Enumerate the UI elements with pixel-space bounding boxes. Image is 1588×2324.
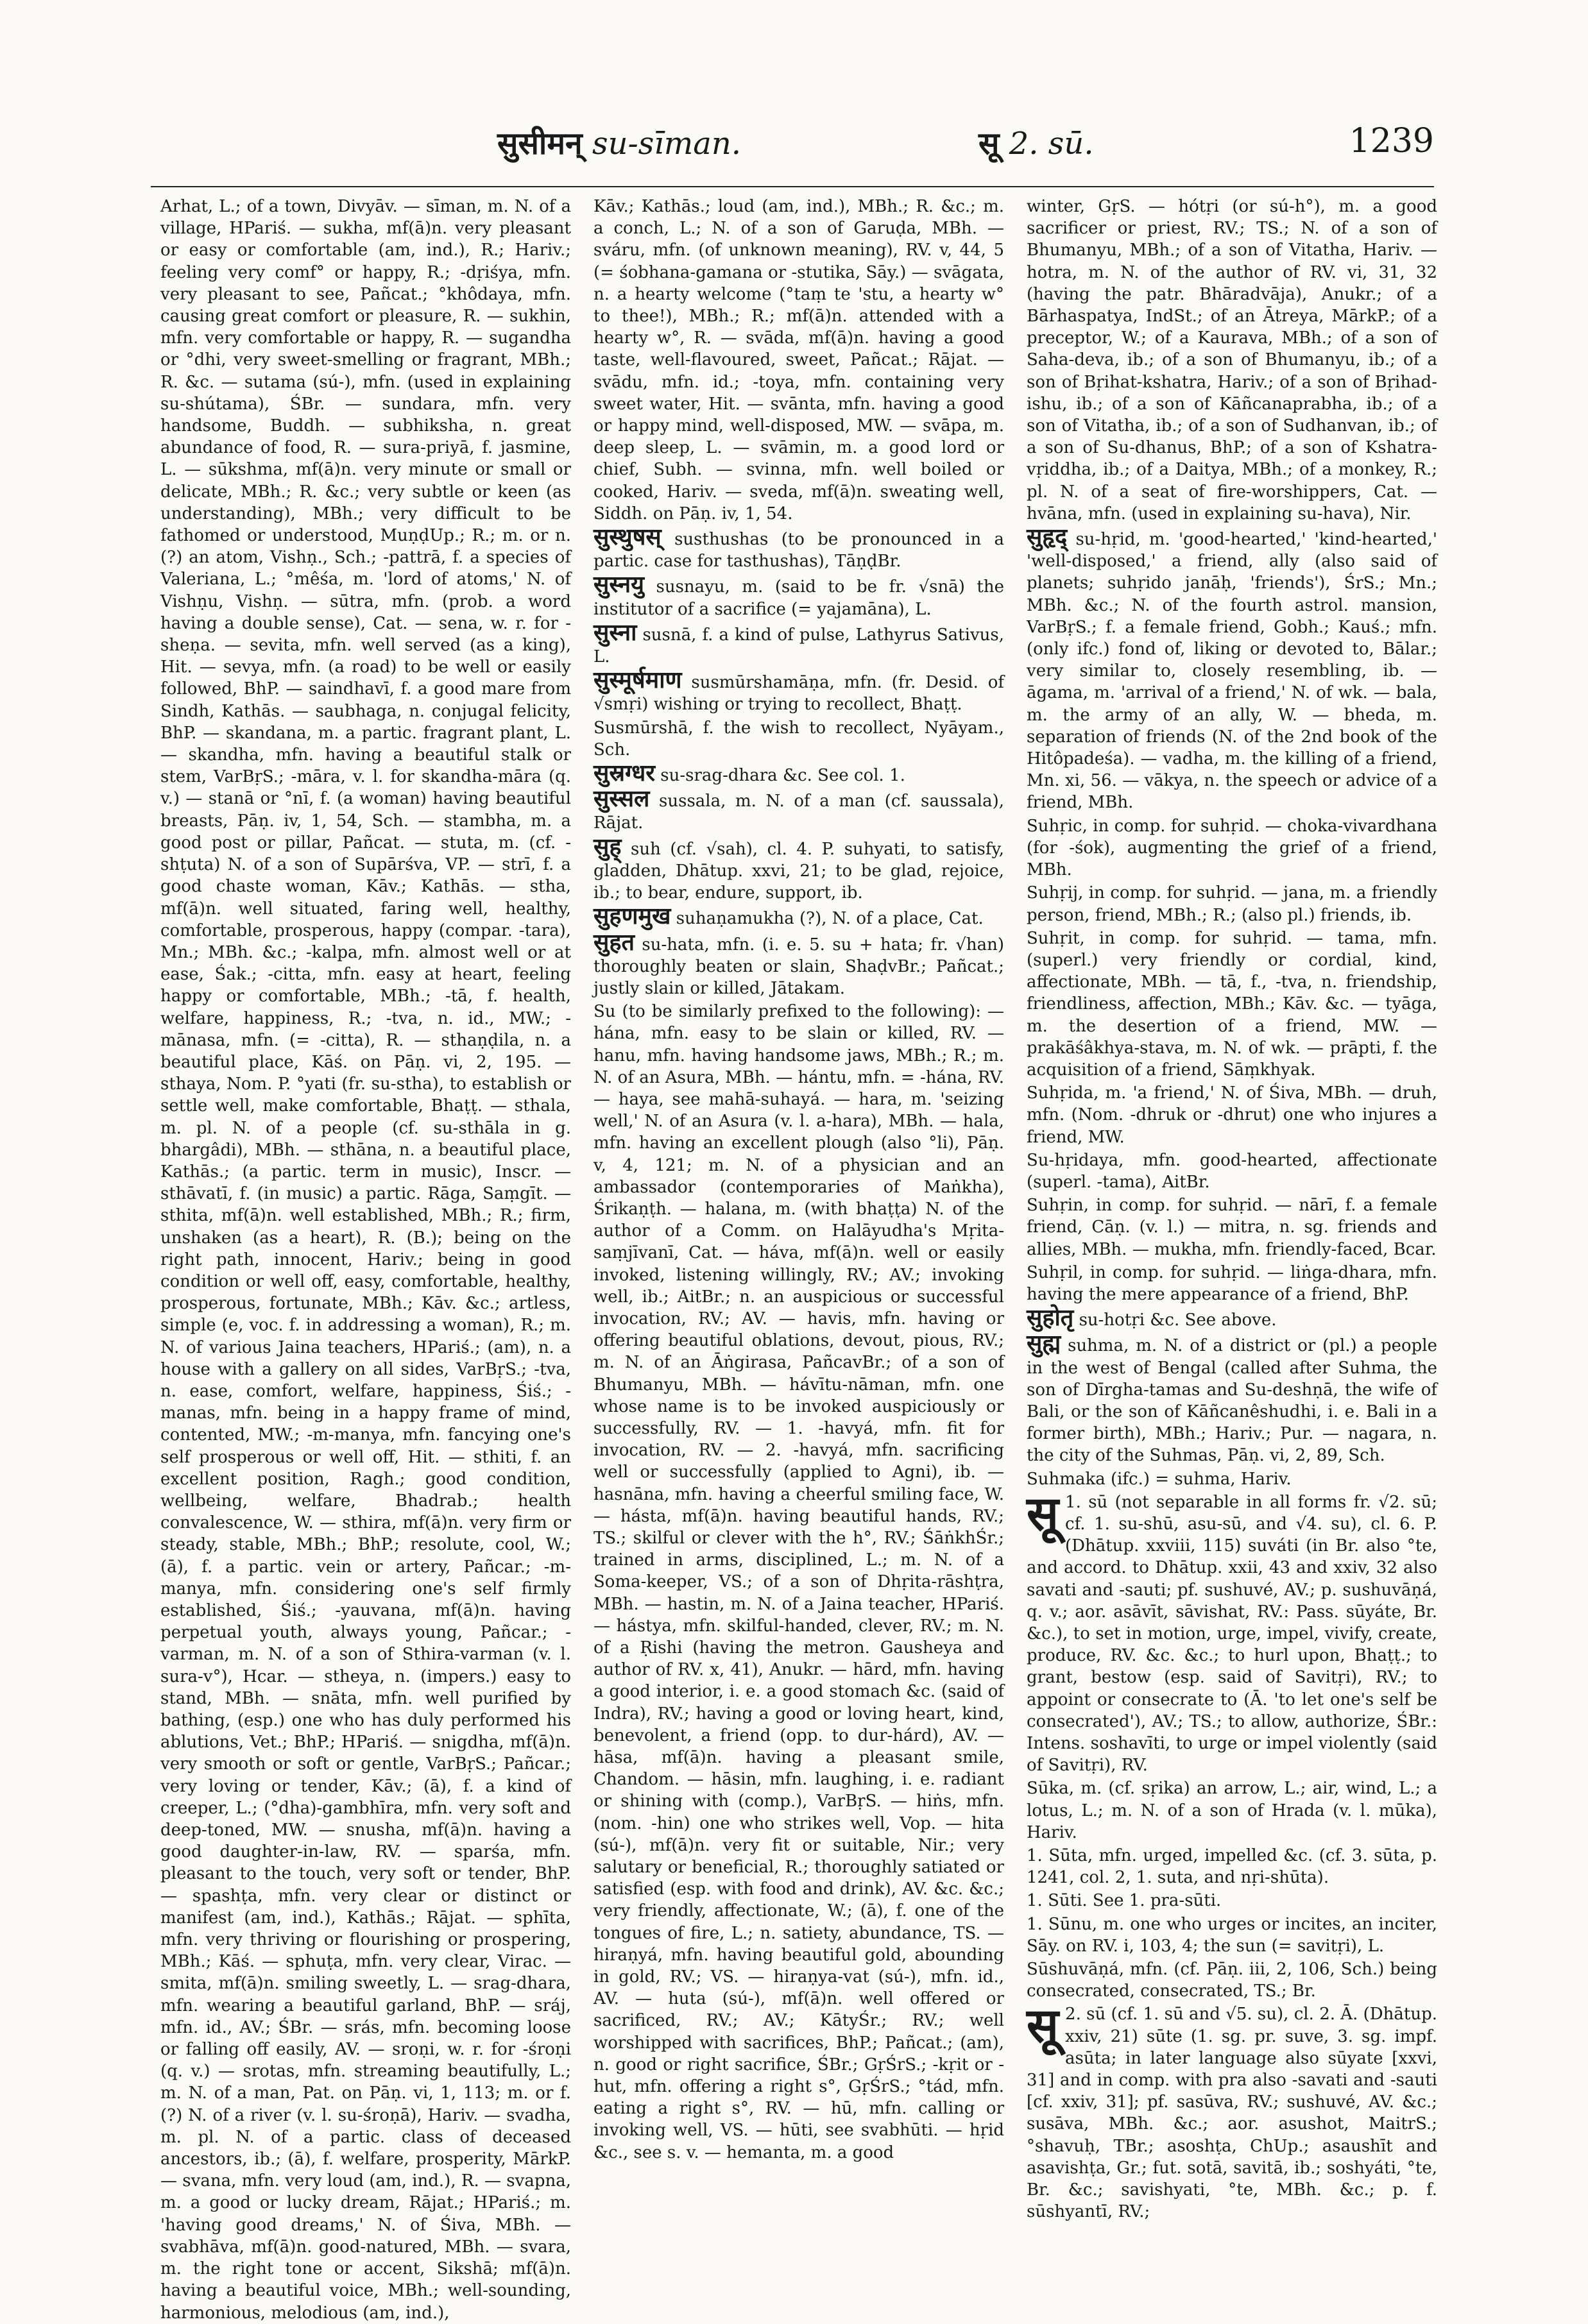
dictionary-entry [593,666,1004,715]
page-number: 1239 [1349,122,1434,160]
dictionary-entry [1027,1304,1437,1332]
entry-text: susnā, f. a kind of pulse, Lathyrus Sativus, L. [593,625,1004,667]
dictionary-entry [593,573,1004,620]
entry-text: suhma, m. N. of a district or (pl.) a people in the west of Bengal (called after Suhma, the son of Dīrgha-tamas and Su-deshṇā, the wife of Bali, or the son of Kāñcanêshudhi, i. e. Bali in a former birth), MBh.; Hariv.; Pur. — nagara, n. the city of the Suhmas, Pāṇ. vi, 2, 89, Sch. [1027,1336,1437,1466]
right-headword-devanagari: सू [978,126,1000,162]
entry-text: Arhat, L.; of a town, Divyāv. — sīman, m. N. of a village, HPariś. — sukha, mf(ā)n. very pleasant or easy or comfortable (am, ind.), R.; Hariv.; feeling very comf° or happy, R.; -dṛiśya, mfn. very pleasant to see, Pañcat.; °khôdaya, mfn. causing great comfort or pleasure, R. — sukhin, mfn. very comfortable or happy, R. — sugandha or °dhi, very sweet-smelling or fragrant, MBh.; R. &c. — sutama (sú-), mfn. (used in explaining su-shútama), ŚBr. — sundara, mfn. very handsome, Buddh. — subhiksha, n. great abundance of food, R. — sura-priyā, f. jasmine, L. — sūkshma, mf(ā)n. very minute or small or delicate, MBh.; R. &c.; very subtle or keen (as understanding), MBh.; very difficult to be fathomed or understood, MuṇḍUp.; R.; m. or n.(?) an atom, Vishṇ., Sch.; -pattrā, f. a species of Valeriana, L.; °mêśa, m. 'lord of atoms,' N. of Vishṇu, Vishṇ. — sūtra, mfn. (prob. a word having a double sense), Cat. — sena, w. r. for -sheṇa. — sevita, mfn. well served (as a king), Hit. — sevya, mfn. (a road) to be well or easily followed, BhP. — saindhavī, f. a good mare from Sindh, Kathās. — saubhaga, n. conjugal felicity, BhP. — skandana, m. a partic. fragrant plant, L. — skandha, mfn. having a beautiful stalk or stem, VarBṛS.; -māra, v. l. for skandha-māra (q. v.) — stanā or °nī, f. (a woman) having beautiful breasts, Pāṇ. iv, 1, 54, Sch. — stambha, m. a good post or pillar, Pañcat. — stuta, m. (cf. -shṭuta) N. of a son of Supārśva, VP. — strī, f. a good chaste woman, Kāv.; Kathās. — stha, mf(ā)n. well situated, faring well, healthy, comfortable, prosperous, happy (compar. -tara), Mn.; MBh. &c.; -kalpa, mfn. almost well or at ease, Śak.; -citta, mfn. easy at heart, feeling happy or comfortable, MBh.; -tā, f. health, welfare, happiness, R.; -tva, n. id., MW.; -mānasa, mfn. (= -citta), R. — sthaṇḍila, n. a beautiful place, Kāś. on Pāṇ. vi, 2, 195. — sthaya, Nom. P. °yati (fr. su-stha), to establish or settle well, make comfortable, Bhaṭṭ. — sthala, m. pl. N. of a people (cf. su-sthāla in g. bhargâdi), MBh. — sthāna, n. a beautiful place, Kathās.; (a partic. term in music), Inscr. — sthāvatī, f. (in music) a partic. Rāga, Saṃgīt. — sthita, mf(ā)n. well established, MBh.; R.; firm, unshaken (as a heart), R. (B.); being on the right path, innocent, Hariv.; being in good condition or well off, easy, comfortable, healthy, prosperous, fortunate, MBh.; Kāv. &c.; artless, simple (e, voc. f. in addressing a woman), R.; m. N. of various Jaina teachers, HPariś.; (am), n. a house with a gallery on all sides, VarBṛS.; -tva, n. ease, comfort, welfare, happiness, Śiś.; -manas, mfn. being in a happy frame of mind, contented, MW.; -m-manya, mfn. fancying one's self prosperous or well off, Hit. — sthiti, f. an excellent position, Ragh.; good condition, wellbeing, welfare, Bhadrab.; health convalescence, W. — sthira, mf(ā)n. very firm or steady, stable, MBh.; BhP.; resolute, cool, W.; (ā), f. a partic. vein or artery, Pañcar.; -m-manya, mfn. considering one's self firmly established, Śiś.; -yauvana, mf(ā)n. having perpetual youth, always young, Pañcar.; -varman, m. N. of a son of Sthira-varman (v. l. sura-v°), Hcar. — stheya, n. (impers.) easy to stand, MBh. — snāta, mfn. well purified by bathing, (esp.) one who has duly performed his ablutions, Vet.; BhP.; HPariś. — snigdha, mf(ā)n. very smooth or soft or gentle, VarBṛS.; Pañcar.; very loving or tender, Kāv.; (ā), f. a kind of creeper, L.; (°dha)-gambhīra, mfn. very soft and deep-toned, MW. — snusha, mf(ā)n. having a good daughter-in-law, RV. — sparśa, mfn. pleasant to the touch, very soft or tender, BhP. — spashṭa, mfn. very clear or distinct or manifest (am, ind.), Kathās.; Rājat. — sphīta, mfn. very thriving or flourishing or prospering, MBh.; Kāś. — sphuṭa, mfn. very clear, Virac. — smita, mf(ā)n. smiling sweetly, L. — srag-dhara, mfn. wearing a beautiful garland, BhP. — sráj, mfn. id., AV.; ŚBr. — srás, mfn. becoming loose or falling off easily, AV. — sroṇi, w. r. for -śroṇi (q. v.) — srotas, mfn. streaming beautifully, L.; m. N. of a man, Pat. on Pāṇ. vi, 1, 113; m. or f. (?) N. of a river (v. l. su-śroṇā), Hariv. — svadha, m. pl. N. of a partic. class of deceased ancestors, ib.; (ā), f. welfare, prosperity, MārkP. — svana, mfn. very loud (am, ind.), R. — svapna, m. a good or lucky dream, Rājat.; HPariś.; m. 'having good dreams,' N. of Śiva, MBh. — svabhāva, mf(ā)n. good-natured, MBh. — svara, m. the right tone or accent, Sikshā; mf(ā)n. having a beautiful voice, MBh.; well-sounding, harmonious, melodious (am, ind.), [160,197,571,2323]
entry-text: 2. sū (cf. 1. sū and √5. su), cl. 2. Ā. (Dhātup. xxiv, 21) sūte (1. sg. pr. suve, 3. sg. impf. asūta; in later language also sūyate [xxvi, 31] and in comp. with pra also -savati and -sauti [cf. xxiv, 31]; pf. sasūva, RV.; sushuvé, AV. &c.; susāva, MBh. &c.; aor. asushot, MaitrS.; °shavuḥ, TBr.; asoshṭa, ChUp.; asaushīt and asavishṭa, Gr.; fut. sotā, savitā, ib.; soshyáti, °te, Br. &c.; savishyati, °te, MBh. &c.; p. f. sūshyantī, RV.; [1027,2005,1437,2222]
dictionary-entry [593,785,1004,834]
page-header [151,96,1434,187]
entry-text: Suhṛil, in comp. for suhṛid. — liṅga-dhara, mfn. having the mere appearance of a friend, BhP. [1027,1262,1437,1304]
entry-text: susthushas (to be pronounced in a partic. case for tasthushas), TāṇḍBr. [593,530,1004,572]
dictionary-entry [1027,523,1438,814]
entry-text: su-hotṛi &c. See above. [1079,1310,1277,1330]
right-headword-latin: 2. sū. [1009,126,1094,162]
entry-text: Su (to be similarly prefixed to the following): — hána, mfn. easy to be slain or killed, RV. — hanu, mfn. having handsome jaws, MBh.; R.; m. N. of an Asura, MBh. — hántu, mfn. = -hána, RV. — haya, see mahā-suhayá. — hara, m. 'seizing well,' N. of an Asura (v. l. a-hara), MBh. — hala, mfn. having an excellent plough (also °li), Pāṇ. v, 4, 121; m. N. of a physician and an ambassador (contemporaries of Maṅkha), Śrikaṇṭh. — halana, m. (with bhaṭṭa) N. of the author of a Comm. on Halāyudha's Mṛita-saṃjīvanī, Cat. — háva, mf(ā)n. well or easily invoked, listening willingly, RV.; AV.; invoking well, ib.; AitBr.; n. an auspicious or successful invocation, RV.; AV. — havis, mfn. having or offering beautiful oblations, devout, pious, RV.; m. N. of an Āṅgirasa, PañcavBr.; of a son of Bhumanyu, MBh. — hávītu-nāman, mfn. one whose name is to be invoked auspiciously or successfully, RV. — 1. -havyá, mfn. fit for invocation, RV. — 2. -havyá, mfn. sacrificing well or successfully (applied to Agni), ib. — hasnāna, mfn. having a cheerful smiling face, W. — hásta, mf(ā)n. having beautiful hands, RV.; TS.; skilful or clever with the h°, RV.; ŚāṅkhŚr.; trained in arms, disciplined, L.; m. N. of a Soma-keeper, VS.; of a son of Dhṛita-rāshṭra, MBh. — hastin, m. N. of a Jaina teacher, HPariś. — hástya, mfn. skilful-handed, clever, RV.; m. N. of a Ṛishi (having the metron. Gausheya and author of RV. x, 41), Anukr. — hārd, mfn. having a good interior, i. e. a good stomach &c. (said of Indra), RV.; having a good or loving heart, kind, benevolent, a friend (opp. to dur-hárd), AV. — hāsa, mf(ā)n. having a pleasant smile, Chandom. — hāsin, mfn. laughing, i. e. radiant or shining with (comp.), VarBṛS. — hiṅs, mfn. (nom. -hin) one who strikes well, Vop. — hita (sú-), mf(ā)n. very fit or suitable, Nir.; very salutary or beneficial, R.; thoroughly satiated or satisfied (esp. with food and drink), AV. &c. &c.; very friendly, affectionate, W.; (ā), f. one of the tongues of fire, L.; n. satiety, abundance, TS. — hiraṇyá, mfn. having beautiful gold, abounding in gold, RV.; VS. — hiraṇya-vat (sú-), mfn. id., AV. — huta (sú-), mf(ā)n. well offered or sacrificed, RV.; AV.; KātyŚr.; RV.; well worshipped with sacrifices, BhP.; Pañcat.; (am), n. good or right sacrifice, ŚBr.; GṛŚrS.; -kṛit or -hut, mfn. offering a right s°, GṛŚrS.; °tád, mfn. eating a right s°, RV. — hū, mfn. calling or invoking well, VS. — hūti, see svabhūti. — hṛid &c., see s. v. — hemanta, m. a good [593,1002,1004,2162]
entry-text: 1. sū (not separable in all forms fr. √2. sū; cf. 1. su-shū, asu-sū, and √4. su), cl. 6. P. (Dhātup. xxviii, 115) suváti (in Br. also °te, and accord. to Dhātup. xxii, 43 and xxiv, 32 also savati and -sauti; pf. sushuvé, AV.; p. sushuvāṇá, q. v.; aor. asāvīt, sāvishat, RV.: Pass. sūyáte, Br. &c.), to set in motion, urge, impel, vivify, create, produce, RV. &c. &c.; to hurl upon, Bhaṭṭ.; to grant, bestow (esp. said of Savitṛi), RV.; to appoint or consecrate to (Ā. 'to let one's self be consecrated'), AV.; TS.; to allow, authorize, ŚBr.: Intens. soshavīti, to urge or impel violently (said of Savitṛi), RV. [1027,1492,1437,1776]
dictionary-subentry [1027,882,1437,926]
entry-text: suh (cf. √sah), cl. 4. P. suhyati, to satisfy, gladden, Dhātup. xxvi, 21; to be glad, rejoice, ib.; to bear, endure, support, ib. [593,839,1004,903]
column-2 [593,196,1004,2216]
left-headword-latin: su-sīman. [592,126,742,162]
entry-text: Suhṛic, in comp. for suhṛid. — choka-vivardhana (for -śok), augmenting the grief of a friend, MBh. [1027,816,1437,880]
right-headword [978,122,1094,164]
column-1 [160,196,571,2323]
entry-devanagari-headword: सुहृद् [1027,523,1068,551]
entry-devanagari-headword: सुहणमुख [593,903,671,930]
dictionary-subentry [1027,928,1437,1081]
dictionary-subentry [593,1001,1004,2164]
dictionary-subentry [160,196,571,2324]
dictionary-subentry [1027,1194,1437,1260]
entry-text: sussala, m. N. of a man (cf. saussala), Rājat. [593,792,1004,833]
entry-text: Sūka, m. (cf. sṛika) an arrow, L.; air, wind, L.; a lotus, L.; m. N. of a son of Hrada (v. l. mūka), Hariv. [1027,1779,1437,1842]
dictionary-entry [593,523,1004,572]
dictionary-subentry [1027,1262,1437,1305]
entry-text: 1. Sūti. See 1. pra-sūti. [1027,1891,1222,1911]
column-3 [1027,196,1438,2222]
entry-devanagari-headword: सुह् [593,833,622,860]
dictionary-entry [593,759,1004,787]
entry-text: Sūshuvāṇá, mfn. (cf. Pāṇ. iii, 2, 106, Sch.) being consecrated, consecrated, TS.; Br. [1027,1960,1437,2001]
dictionary-subentry [1027,1913,1437,1957]
entry-text: suhaṇamukha (?), N. of a place, Cat. [676,909,984,929]
entry-text: Suhṛida, m. 'a friend,' N. of Śiva, MBh. — druh, mfn. (Nom. -dhruk or -dhrut) one who injures a friend, MW. [1027,1083,1437,1147]
dictionary-subentry [1027,1082,1437,1148]
dictionary-subentry [1027,196,1437,525]
entry-text: Su-hṛidaya, mfn. good-hearted, affectionate (superl. -tama), AitBr. [1027,1150,1437,1192]
entry-text: su-hata, mfn. (i. e. 5. su + hata; fr. √han) thoroughly beaten or slain, ShaḍvBr.; Pañcat.; justly slain or killed, Jātakam. [593,935,1004,998]
entry-devanagari-headword: सुहोतृ [1027,1304,1074,1332]
entry-text: Kāv.; Kathās.; loud (am, ind.), MBh.; R. &c.; m. a conch, L.; N. of a son of Garuḍa, MBh. — sváru, mfn. (of unknown meaning), RV. v, 44, 5 (= śobhana-gamana or -stutika, Sāy.) — svāgata, n. a hearty welcome (°taṃ te 'stu, a hearty w° to thee!), MBh.; R.; mf(ā)n. attended with a hearty w°, R. — svāda, mf(ā)n. having a good taste, well-flavoured, sweet, Pañcat.; Rājat. — svādu, mfn. id.; -toya, mfn. containing very sweet water, Hit. — svānta, mfn. having a good or happy mind, well-disposed, MW. — svāpa, m. deep sleep, L. — svāmin, m. a good lord or chief, Subh. — svinna, mfn. well boiled or cooked, Hariv. — sveda, mf(ā)n. sweating well, Siddh. on Pāṇ. iv, 1, 54. [593,197,1004,523]
dictionary-entry [1027,1998,1437,2223]
dictionary-entry [593,833,1004,904]
entry-devanagari-headword: सू [1027,1486,1059,1541]
entry-devanagari-headword: सुहत [593,928,635,956]
entry-devanagari-headword: सुस्ना [593,618,637,646]
entry-text: Suhṛit, in comp. for suhṛid. — tama, mfn. (superl.) very friendly or cordial, kind, affectionate, MBh. — tā, f., -tva, n. friendship, friendliness, affection, MBh.; Kāv. &c. — tyāga, m. the desertion of a friend, MW. — prakāśâkhya-stava, m. N. of wk. — prāpti, f. the acquisition of a friend, Sāṃkhyak. [1027,928,1437,1080]
dictionary-subentry [1027,1468,1437,1490]
left-headword-devanagari: सुसीमन् [497,126,583,162]
entry-text: Susmūrshā, f. the wish to recollect, Nyāyam., Sch. [593,718,1004,759]
dictionary-entry [593,928,1004,1000]
entry-text: susmūrshamāṇa, mfn. (fr. Desid. of √smṛi) wishing or trying to recollect, Bhaṭṭ. [593,673,1004,715]
dictionary-subentry [1027,1149,1437,1193]
entry-devanagari-headword: सुस्मूर्षमाण [593,666,682,694]
entry-text: 1. Sūta, mfn. urged, impelled &c. (cf. 3. sūta, p. 1241, col. 2, 1. suta, and nṛi-shūta). [1027,1846,1437,1888]
entry-text: Suhṛin, in comp. for suhṛid. — nārī, f. a female friend, Cāṇ. (v. l.) — mitra, n. sg. friends and allies, MBh. — mukha, mfn. friendly-faced, Bcar. [1027,1196,1437,1259]
dictionary-entry [1027,1332,1437,1466]
entry-devanagari-headword: सू [1027,1998,1059,2054]
entry-devanagari-headword: सुस्सल [593,785,650,813]
entry-text: Suhṛij, in comp. for suhṛid. — jana, m. a friendly person, friend, MBh.; R.; (also pl.) friends, ib. [1027,883,1437,925]
dictionary-subentry [1027,1890,1437,1912]
dictionary-subentry [1027,815,1437,881]
dictionary-entry [593,618,1004,668]
dictionary-subentry [593,196,1004,525]
dictionary-subentry [593,717,1004,761]
dictionary-entry [1027,1486,1437,1777]
entry-text: winter, GṛS. — hótṛi (or sú-h°), m. a good sacrificer or priest, RV.; TS.; N. of a son of Bhumanyu, MBh.; of a son of Vitatha, Hariv. — hotra, m. N. of the author of RV. vi, 31, 32 (having the patr. Bhāradvāja), Anukr.; of a Bārhaspatya, IndSt.; of an Ātreya, MārkP.; of a preceptor, W.; of a Kaurava, MBh.; of a son of Saha-deva, ib.; of a son of Bhumanyu, ib.; of a son of Bṛihat-kshatra, Hariv.; of a son of Bṛihad-ishu, ib.; of a son of Kāñcanaprabha, ib.; of a son of Vitatha, ib.; of a son of Sudhanvan, ib.; of a son of Su-dhanus, BhP.; of a son of Kshatra-vṛiddha, ib.; of a Daitya, MBh.; of a monkey, R.; pl. N. of a seat of fire-worshippers, Cat. — hvāna, mfn. (used in explaining su-hava), Nir. [1027,197,1437,523]
dictionary-subentry [1027,1958,1437,2002]
dictionary-subentry [1027,1845,1437,1888]
entry-devanagari-headword: सुह्म [1027,1330,1061,1357]
entry-text: su-srag-dhara &c. See col. 1. [660,766,905,786]
dictionary-subentry [1027,1777,1437,1844]
entry-text: Suhmaka (ifc.) = suhma, Hariv. [1027,1469,1292,1489]
entry-devanagari-headword: सुस्थुषस् [593,523,662,551]
entry-text: 1. Sūnu, m. one who urges or incites, an inciter, Sāy. on RV. i, 103, 4; the sun (= savitṛi), L. [1027,1914,1437,1956]
left-headword [497,122,741,164]
dictionary-entry [593,905,1004,929]
entry-devanagari-headword: सुस्रग्धर [593,759,656,787]
entry-devanagari-headword: सुस्नयु [593,571,644,598]
entry-text: su-hṛid, m. 'good-hearted,' 'kind-hearted,' 'well-disposed,' a friend, ally (also said of planets; suhṛido janāḥ, 'friends'), ŚrS.; Mn.; MBh. &c.; N. of the fourth astrol. mansion, VarBṛS.; f. a female friend, Gobh.; Kauś.; mfn. (only ifc.) fond of, liking or devoted to, Bālar.; very similar to, closely resembling, ib. — āgama, m. 'arrival of a friend,' N. of wk. — bala, m. the army of an ally, W. — bheda, m. separation of friends (N. of the 2nd book of the Hitôpadeśa). — vadha, m. the killing of a friend, Mn. xi, 56. — vākya, n. the speech or advice of a friend, MBh. [1027,530,1438,813]
entry-text: susnayu, m. (said to be fr. √snā) the institutor of a sacrifice (= yajamāna), L. [593,577,1004,619]
